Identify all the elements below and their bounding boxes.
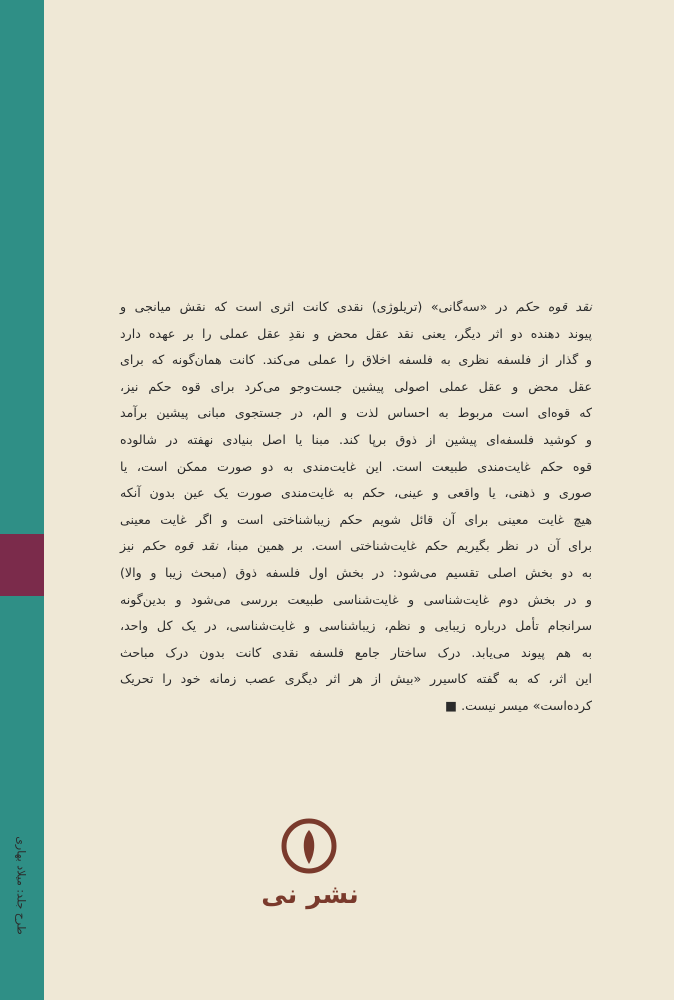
blurb-line: و گذار از فلسفه نظری به فلسفه اخلاق را عملی می‌کند. کانت همان‌گونه که برای xyxy=(120,352,592,368)
blurb-line: سرانجام تأمل درباره زیبایی و نظم، زیباشناسی و غایت‌شناسی، در یک کل واحد، xyxy=(120,618,592,634)
blurb-line: صوری و ذهنی، یا واقعی و عینی، حکم به غایت‌مندی صورت یک عین بدون آنکه xyxy=(120,485,592,501)
cover-design-credit-text: طرح جلد: میلاد بهاری xyxy=(14,835,28,935)
blurb-line: این اثر، که به گفته کاسیرر «بیش از هر اثر دیگری عصب زمانه خود را تحریک xyxy=(120,671,592,687)
blurb-line: به هم پیوند می‌یابد. درک ساختار جامع فلسفه نقدی کانت بدون درک مباحث xyxy=(120,644,592,660)
blurb-line: به دو بخش اصلی تقسیم می‌شود: در بخش اول فلسفه ذوق (مبحث زیبا و والا) xyxy=(120,564,592,580)
blurb-line: و کوشید فلسفه‌ای پیشین از ذوق برپا کند. مبنا یا اصل بنیادی نهفته در شالوده xyxy=(120,431,592,447)
book-title-italic: نقد قوه حکم xyxy=(142,538,219,554)
blurb-line: پیوند دهنده دو اثر دیگر، یعنی نقد عقل محض و نقدِ عقل عملی را بر عهده دارد xyxy=(120,325,592,341)
blurb-line: عقل محض و عقل عملی اصولی پیشین جست‌وجو می‌کرد برای قوه حکم نیز، xyxy=(120,378,592,394)
blurb-line: و در بخش دوم غایت‌شناسی و غایت‌شناسی طبیعت بررسی می‌شود و بدین‌گونه xyxy=(120,591,592,607)
blurb-line: کرده‌است» میسر نیست. ■ xyxy=(445,697,592,713)
blurb-line: برای آن در نظر بگیریم حکم غایت‌شناختی است. بر همین مبنا، نقد قوه حکم نیز xyxy=(120,538,592,554)
publisher-name: نشر نی xyxy=(261,880,359,910)
blurb-line: هیچ غایت معینی برای آن قائل شویم حکم زیباشناختی است و اگر غایت معینی xyxy=(120,511,592,527)
blurb-line: که قوه‌ای است مربوط به احساس لذت و الم، در جستجوی مبانی پیشین برآمد xyxy=(120,405,592,421)
blurb-line: قوه حکم غایت‌مندی طبیعت است. این غایت‌مندی به دو صورت ممکن است، یا xyxy=(120,458,592,474)
cover-design-credit xyxy=(0,780,44,990)
book-title-italic: نقد قوه حکم xyxy=(516,299,592,314)
blurb-line: نقد قوه حکم در «سه‌گانی» (تریلوژی) نقدی کانت اثری است که نقش میانجی و xyxy=(120,299,592,314)
spine-accent-band xyxy=(0,534,44,596)
back-cover-blurb xyxy=(120,294,592,720)
nashr-leaf-logo-icon xyxy=(281,818,337,874)
